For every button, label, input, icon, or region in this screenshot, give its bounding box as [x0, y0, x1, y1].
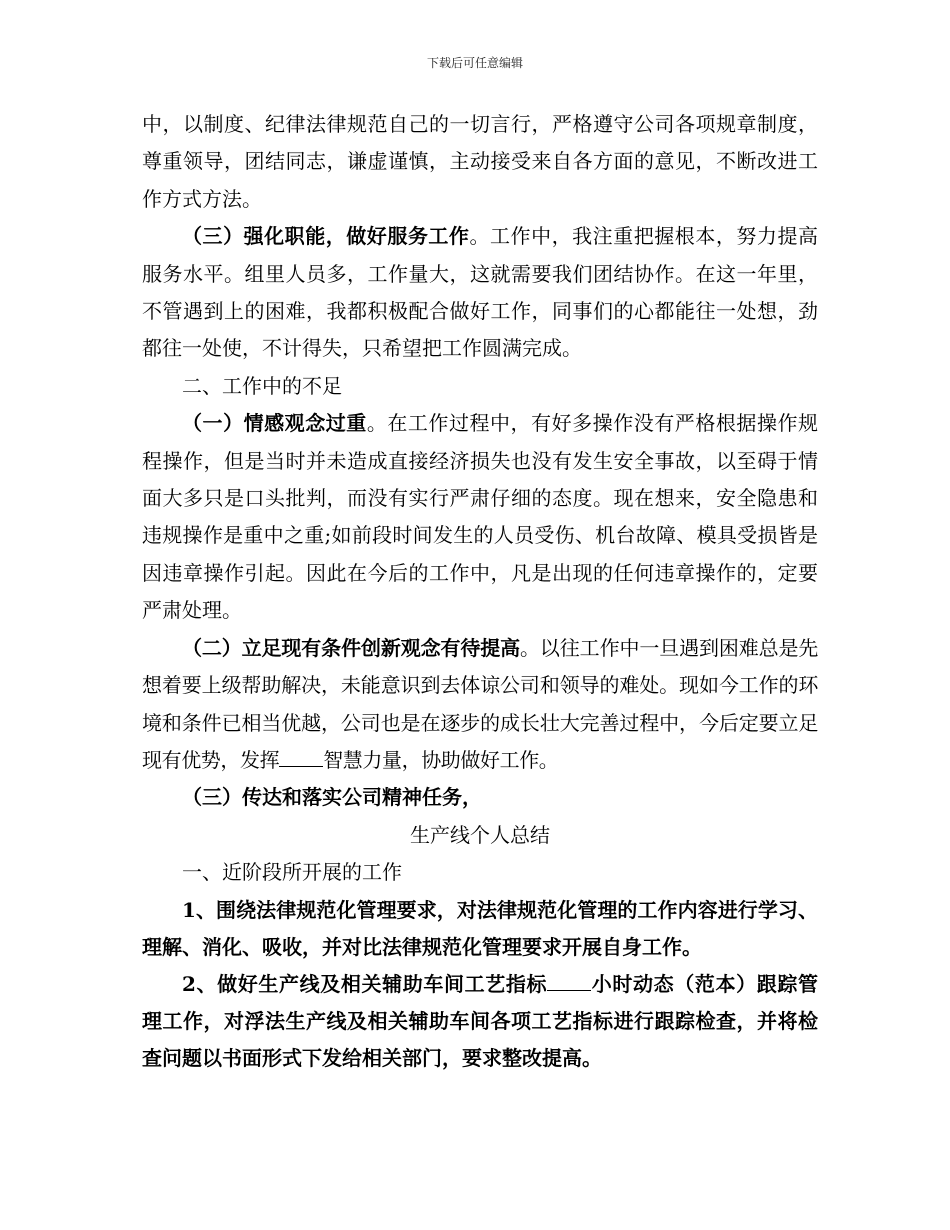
paragraph-heading: （一）情感观念过重 — [182, 411, 367, 436]
paragraph-text: 。工作中，我注重把握根本，努力提高服务水平。组里人员多，工作量大，这就需要我们团结协作。在这一年里，不管遇到上的困难，我都积极配合做好工作，同事们的心都能往一处想，劲都往一处使，不计得失，只希望把工作圆满完成。 — [142, 224, 819, 361]
paragraph-text: 。在工作过程中，有好多操作没有严格根据操作规程操作，但是当时并未造成直接经济损失也没有发生安全事故，以至碍于情面大多只是口头批判，而没有实行严肃仔细的态度。现在想来，安全隐患和违规操作是重中之重;如前段时间发生的人员受伤、机台故障、模具受损皆是因违章操作引起。因此在今后的工作中，凡是出现的任何违章操作的，定要严肃处理。 — [142, 411, 819, 623]
work-item-1: 1、围绕法律规范化管理要求，对法律规范化管理的工作内容进行学习、理解、消化、吸收，并对比法律规范化管理要求开展自身工作。 — [142, 897, 818, 959]
paragraph-heading: （二）立足现有条件创新观念有待提高 — [182, 635, 521, 660]
paragraph-service — [142, 218, 818, 368]
blank-underline — [279, 746, 323, 767]
section-heading-shortcomings: 二、工作中的不足 — [182, 373, 342, 398]
section-heading-recent-work: 一、近阶段所开展的工作 — [182, 860, 402, 885]
document-title: 生产线个人总结 — [410, 822, 550, 847]
page-header: 下载后可任意编辑 — [426, 56, 523, 70]
document-body — [142, 106, 818, 1078]
bold-work-list — [142, 892, 818, 1078]
paragraph-text: 2、做好生产线及相关辅助车间工艺指标 — [182, 971, 548, 996]
paragraph-text: 小时动态（范本）跟踪管理工作，对浮法生产线及相关辅助车间各项工艺指标进行跟踪检查，并将检查问题以书面形式下发给相关部门，要求整改提高。 — [142, 971, 818, 1071]
work-item-2 — [142, 966, 818, 1078]
paragraph-emotion — [142, 405, 818, 629]
paragraph-text: 。以往工作中一旦遇到困难总是先想着要上级帮助解决，未能意识到去体谅公司和领导的难处。现如今工作的环境和条件已相当优越，公司也是在逐步的成长壮大完善过程中，今后定要立足现有优势，发挥 — [142, 635, 819, 772]
paragraph-text: 智慧力量，协助做好工作。 — [323, 747, 559, 772]
paragraph-innovation — [142, 630, 818, 780]
blank-underline — [547, 970, 591, 991]
paragraph-company-tasks: （三）传达和落实公司精神任务， — [182, 785, 482, 810]
paragraph-continuation: 中，以制度、纪律法律规范自己的一切言行，严格遵守公司各项规章制度，尊重领导，团结同志，谦虚谨慎，主动接受来自各方面的意见，不断改进工作方式方法。 — [142, 112, 818, 211]
paragraph-heading: （三）强化职能，做好服务工作 — [182, 224, 470, 249]
